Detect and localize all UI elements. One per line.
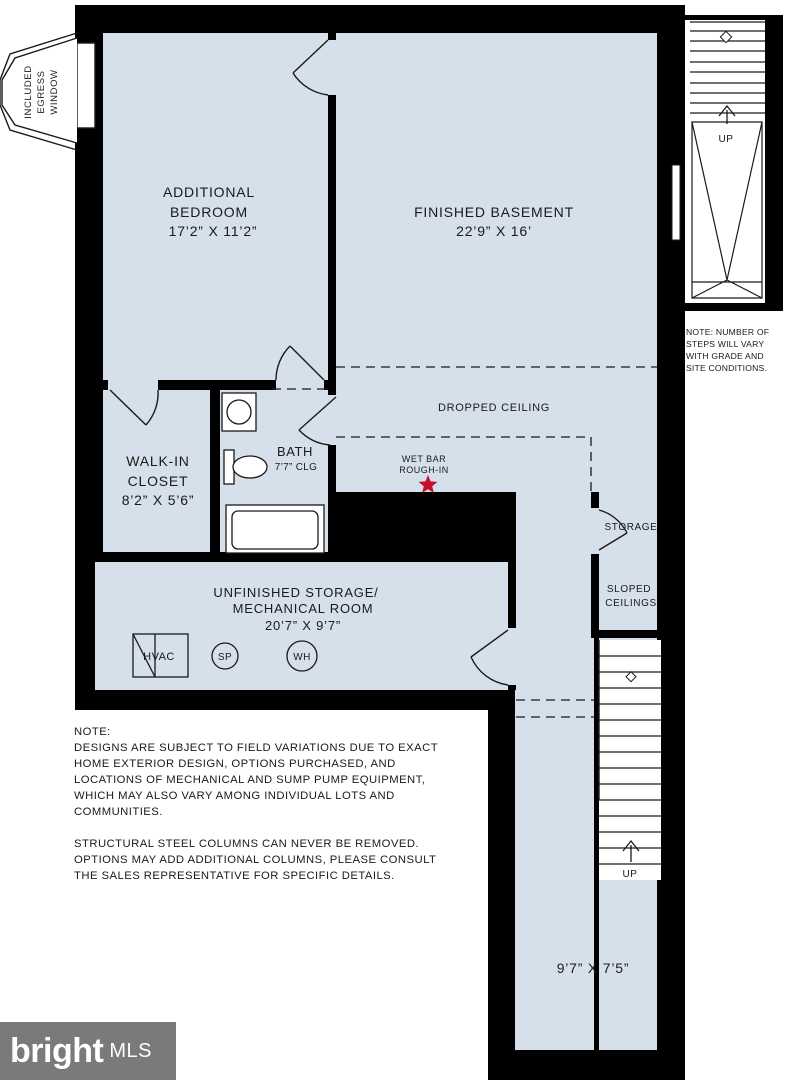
notes-p1-line4: WHICH MAY ALSO VARY AMONG INDIVIDUAL LOTS AND (74, 790, 395, 802)
basement-size: 22’9” X 16’ (456, 223, 532, 239)
hall-size: 9’7” X 7’5” (556, 960, 630, 976)
lower-stair-up-label: UP (622, 869, 638, 880)
egress-label-line1: INCLUDED (23, 65, 34, 119)
mechanical-name-line1: UNFINISHED STORAGE/ (213, 585, 379, 600)
lower-stair (599, 640, 661, 880)
notes-p1-line1: DESIGNS ARE SUBJECT TO FIELD VARIATIONS DUE TO EXACT (74, 742, 439, 754)
bedroom-name-line1: ADDITIONAL (162, 184, 256, 200)
disclaimer-notes (74, 724, 474, 884)
steps-note-line4: SITE CONDITIONS. (686, 363, 768, 373)
closet-name-line2: CLOSET (127, 473, 189, 489)
notes-p2-line2: OPTIONS MAY ADD ADDITIONAL COLUMNS, PLEASE CONSULT (74, 854, 437, 866)
steps-note-line1: NOTE: NUMBER OF (686, 327, 770, 337)
wet-bar-line1: WET BAR (401, 454, 447, 464)
wet-bar-line2: ROUGH-IN (399, 465, 449, 475)
hvac-label: HVAC (143, 651, 175, 663)
bath-name: BATH (276, 444, 314, 459)
dropped-ceiling-label: DROPPED CEILING (438, 402, 550, 414)
water-heater-label: WH (293, 652, 311, 663)
toilet-bowl (233, 456, 267, 478)
basement-name: FINISHED BASEMENT (414, 204, 574, 220)
egress-label (23, 65, 60, 118)
storage-label: STORAGE (604, 522, 658, 533)
upper-stair (672, 15, 783, 311)
egress-label-line2: EGRESS (36, 70, 47, 114)
steps-note (686, 326, 786, 374)
watermark-brand: bright (10, 1031, 104, 1070)
mechanical-size: 20’7” X 9’7” (264, 618, 342, 633)
sloped-line1: SLOPED (606, 584, 652, 595)
notes-p2-line1: STRUCTURAL STEEL COLUMNS CAN NEVER BE REMOVED. (74, 838, 420, 850)
bright-mls-watermark (0, 1022, 176, 1080)
notes-p1-line3: LOCATIONS OF MECHANICAL AND SUMP PUMP EQUIPMENT, (74, 774, 426, 786)
bedroom-name-line2: BEDROOM (170, 204, 248, 220)
watermark-suffix: MLS (109, 1039, 152, 1062)
sump-pump-label: SP (217, 652, 233, 663)
mechanical-name-line2: MECHANICAL ROOM (232, 601, 374, 616)
notes-p1-line2: HOME EXTERIOR DESIGN, OPTIONS PURCHASED, AND (74, 758, 396, 770)
sloped-line2: CEILINGS (605, 598, 657, 609)
bath-ceiling: 7’7” CLG (274, 462, 318, 473)
closet-name-line1: WALK-IN (126, 453, 190, 469)
closet-size: 8’2” X 5’6” (121, 492, 195, 508)
notes-p1-line5: COMMUNITIES. (74, 806, 163, 818)
steps-note-line2: STEPS WILL VARY (686, 339, 765, 349)
notes-heading: NOTE: (74, 726, 111, 738)
notes-p2-line3: THE SALES REPRESENTATIVE FOR SPECIFIC DETAILS. (74, 870, 395, 882)
steps-note-line3: WITH GRADE AND (686, 351, 764, 361)
bedroom-size: 17’2” X 11’2” (168, 223, 258, 239)
egress-label-line3: WINDOW (49, 69, 60, 115)
upper-stair-up-label: UP (718, 134, 734, 145)
